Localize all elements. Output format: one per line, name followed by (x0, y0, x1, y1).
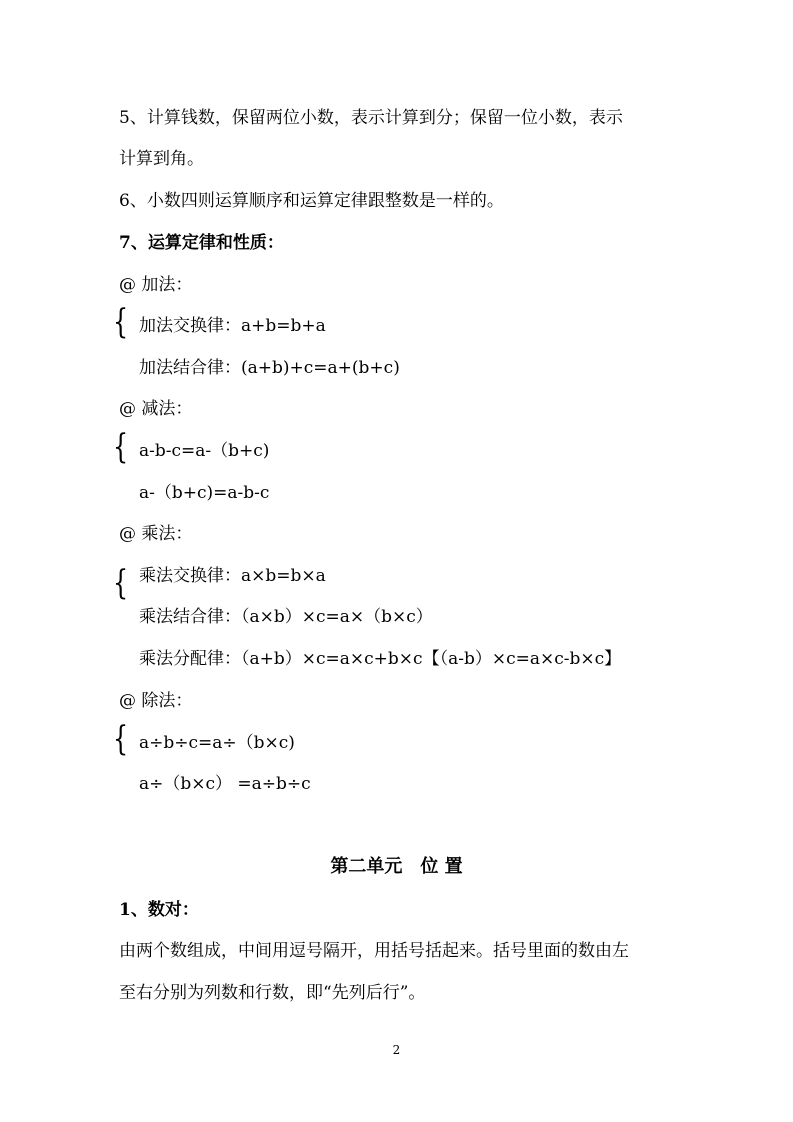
subtraction-law-1: a-b-c=a-（b+c) (139, 441, 270, 461)
item-5-line-1: 5、计算钱数，保留两位小数，表示计算到分；保留一位小数，表示 (119, 108, 623, 128)
unit-2-item-1-line-1: 由两个数组成，中间用逗号隔开，用括号括起来。括号里面的数由左 (119, 941, 629, 961)
division-law-2: a÷（b×c） =a÷b÷c (139, 774, 311, 794)
unit-2-item-1-heading: 1、数对： (119, 900, 199, 920)
addition-associative-law: 加法结合律：(a+b)+c=a+(b+c) (139, 358, 400, 378)
multiplication-associative-law: 乘法结合律：（a×b）×c=a×（b×c） (139, 607, 433, 627)
addition-commutative-law: 加法交换律：a+b=b+a (139, 316, 326, 336)
item-7-heading: 7、运算定律和性质： (119, 233, 284, 253)
subtraction-brace: { (113, 427, 129, 467)
multiplication-brace: { (113, 563, 129, 603)
division-heading: @ 除法： (119, 691, 193, 711)
addition-heading: @ 加法： (119, 275, 193, 295)
addition-brace: { (113, 302, 129, 342)
item-5-line-2: 计算到角。 (119, 149, 204, 169)
subtraction-law-2: a-（b+c)=a-b-c (139, 483, 270, 503)
unit-2-title: 第二单元 位 置 (330, 856, 463, 877)
unit-2-item-1-line-2: 至右分别为列数和行数，即“先列后行”。 (119, 983, 426, 1003)
page-number: 2 (392, 1043, 401, 1057)
subtraction-heading: @ 减法： (119, 399, 193, 419)
division-law-1: a÷b÷c=a÷（b×c) (139, 733, 295, 753)
multiplication-commutative-law: 乘法交换律：a×b=b×a (139, 566, 326, 586)
multiplication-heading: @ 乘法： (119, 524, 193, 544)
multiplication-distributive-law: 乘法分配律：（a+b）×c=a×c+b×c【（a-b）×c=a×c-b×c】 (139, 649, 622, 669)
item-6: 6、小数四则运算顺序和运算定律跟整数是一样的。 (119, 191, 504, 211)
division-brace: { (113, 719, 129, 759)
